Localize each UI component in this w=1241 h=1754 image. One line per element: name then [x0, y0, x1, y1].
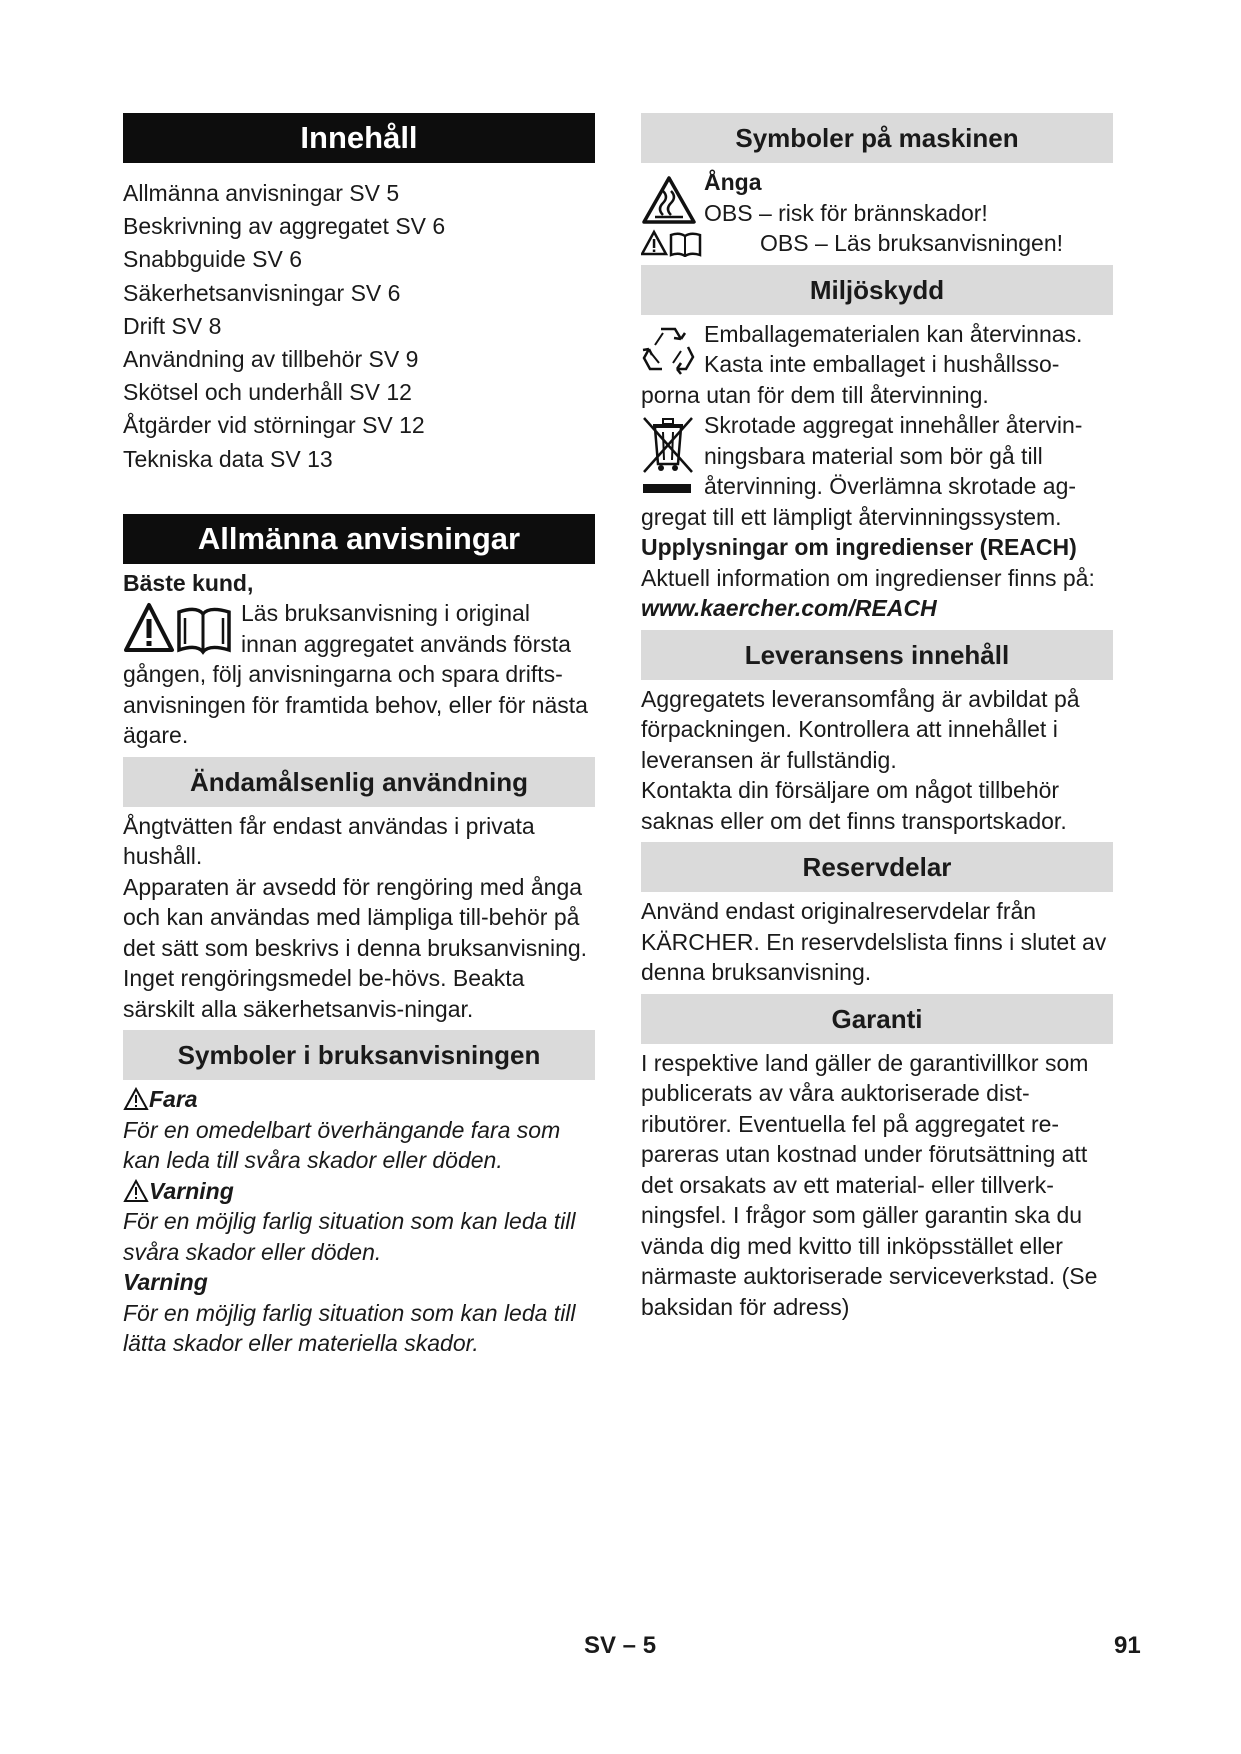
- table-of-contents: [123, 177, 595, 476]
- left-column: [123, 113, 595, 1359]
- weee-icon-wrap: [641, 410, 704, 502]
- danger-label-row: [123, 1084, 595, 1115]
- warning-triangle-icon: [123, 1179, 149, 1203]
- recycle-paragraph: porna utan för dem till återvinning.: [641, 381, 989, 408]
- intro-line: innan aggregatet används första: [241, 630, 571, 657]
- steam-text: OBS – risk för brännskador!: [704, 199, 988, 226]
- warning-triangle-icon: [123, 1087, 149, 1111]
- environment-heading: Miljöskydd: [641, 265, 1113, 315]
- right-column: [641, 113, 1113, 1322]
- danger-label: Fara: [149, 1086, 198, 1113]
- recycling-row: [641, 319, 1113, 380]
- toc-item: Beskrivning av aggregatet SV 6: [123, 213, 446, 240]
- warning-text: För en möjlig farlig situation som kan leda till svåra skador eller döden.: [123, 1208, 576, 1265]
- intro-with-icons: [123, 598, 595, 659]
- warning-triangle-book-icon: [641, 229, 703, 257]
- greeting: Bäste kund,: [123, 569, 254, 596]
- steam-label: Ånga: [704, 169, 762, 195]
- machine-symbols-heading: Symboler på maskinen: [641, 113, 1113, 163]
- toc-item: Användning av tillbehör SV 9: [123, 345, 419, 372]
- manual-text: OBS – Läs bruksanvisningen!: [760, 230, 1064, 256]
- crossed-bin-icon: [641, 414, 695, 498]
- hot-steam-warning-icon: [641, 175, 697, 225]
- spare-parts-paragraph: Använd endast originalreservdelar från KÄRCHER. En reservdelslista finns i slutet av denna bruksanvisning.: [641, 898, 1107, 985]
- caution-text: För en möjlig farlig situation som kan leda till lätta skador eller materiella skador.: [123, 1299, 576, 1357]
- footer-page-number: 91: [1114, 1632, 1141, 1659]
- toc-item: Tekniska data SV 13: [123, 445, 333, 472]
- delivery-paragraph: Aggregatets leveransomfång är avbildat på förpackningen. Kontrollera att innehållet i leveransen är fullständig.: [641, 685, 1080, 773]
- recycling-icon: [641, 323, 695, 375]
- toc-item: Skötsel och underhåll SV 12: [123, 379, 412, 406]
- manual-symbol-row: [641, 228, 1113, 259]
- weee-row: [641, 410, 1113, 502]
- recycling-icon-wrap: [641, 319, 704, 380]
- warning-manual-icons: [123, 598, 241, 659]
- delivery-paragraph: Kontakta din försäljare om något tillbehör saknas eller om det finns transportskador.: [641, 777, 1067, 834]
- intended-use-paragraph: Ångtvätten får endast användas i privata hushåll.: [123, 812, 535, 870]
- spare-parts-heading: Reservdelar: [641, 842, 1113, 892]
- toc-item: Snabbguide SV 6: [123, 246, 303, 273]
- delivery-heading: Leveransens innehåll: [641, 630, 1113, 680]
- weee-line: återvinning. Överlämna skrotade ag-: [704, 473, 1077, 499]
- weee-paragraph: gregat till ett lämpligt återvinningssystem.: [641, 503, 1062, 530]
- toc-item: Allmänna anvisningar SV 5: [123, 180, 400, 206]
- danger-text: För en omedelbart överhängande fara som kan leda till svåra skador eller döden.: [123, 1116, 561, 1174]
- reach-heading: Upplysningar om ingredienser (REACH): [641, 534, 1077, 560]
- toc-item: Åtgärder vid störningar SV 12: [123, 412, 425, 439]
- warranty-heading: Garanti: [641, 994, 1113, 1044]
- steam-symbol-row: [641, 167, 1113, 228]
- intro-line: Läs bruksanvisning i original: [241, 600, 530, 627]
- reach-text: Aktuell information om ingredienser finns på:: [641, 564, 1095, 591]
- caution-label: Varning: [123, 1269, 208, 1296]
- warranty-paragraph: I respektive land gäller de garantivillkor som publicerats av våra auktoriserade dist-ributörer. Eventuella fel på aggregatet re-pareras utan kostnad under förutsättning att det orsakats av ett material- eller tillverk-ningsfel. I frågor som gäller garantin ska du vända dig med kvitto till inköpsstället eller närmaste auktoriserade serviceverkstad. (Se baksidan för adress): [641, 1049, 1098, 1320]
- intended-use-heading: Ändamålsenlig användning: [123, 757, 595, 807]
- weee-line: ningsbara material som bör gå till: [704, 442, 1043, 469]
- toc-item: Drift SV 8: [123, 312, 222, 339]
- warning-triangle-book-icon: [123, 600, 235, 656]
- manual-symbols-heading: Symboler i bruksanvisningen: [123, 1030, 595, 1080]
- warning-label-row: [123, 1176, 595, 1207]
- intro-paragraph: gången, följ anvisningarna och spara drifts-anvisningen för framtida behov, eller för nästa ägare.: [123, 661, 588, 749]
- warning-label: Varning: [149, 1177, 234, 1204]
- recycle-line: Emballagematerialen kan återvinnas.: [704, 320, 1083, 347]
- recycle-line: Kasta inte emballaget i hushållsso-: [704, 351, 1060, 377]
- reach-url: www.kaercher.com/REACH: [641, 595, 937, 621]
- manual-warning-icon-wrap: [641, 229, 760, 257]
- intended-use-paragraph: Apparaten är avsedd för rengöring med ånga och kan användas med lämpliga till-behör på det sätt som beskrivs i denna bruksanvisning. Inget rengöringsmedel be-hövs. Beakta särskilt alla säkerhetsanvis-ningar.: [123, 873, 588, 1022]
- general-heading: Allmänna anvisningar: [123, 514, 595, 564]
- footer-section-label: SV – 5: [584, 1632, 657, 1659]
- toc-heading: Innehåll: [123, 113, 595, 163]
- steam-warning-icon-wrap: [641, 167, 704, 228]
- weee-line: Skrotade aggregat innehåller återvin-: [704, 412, 1083, 438]
- toc-item: Säkerhetsanvisningar SV 6: [123, 279, 401, 306]
